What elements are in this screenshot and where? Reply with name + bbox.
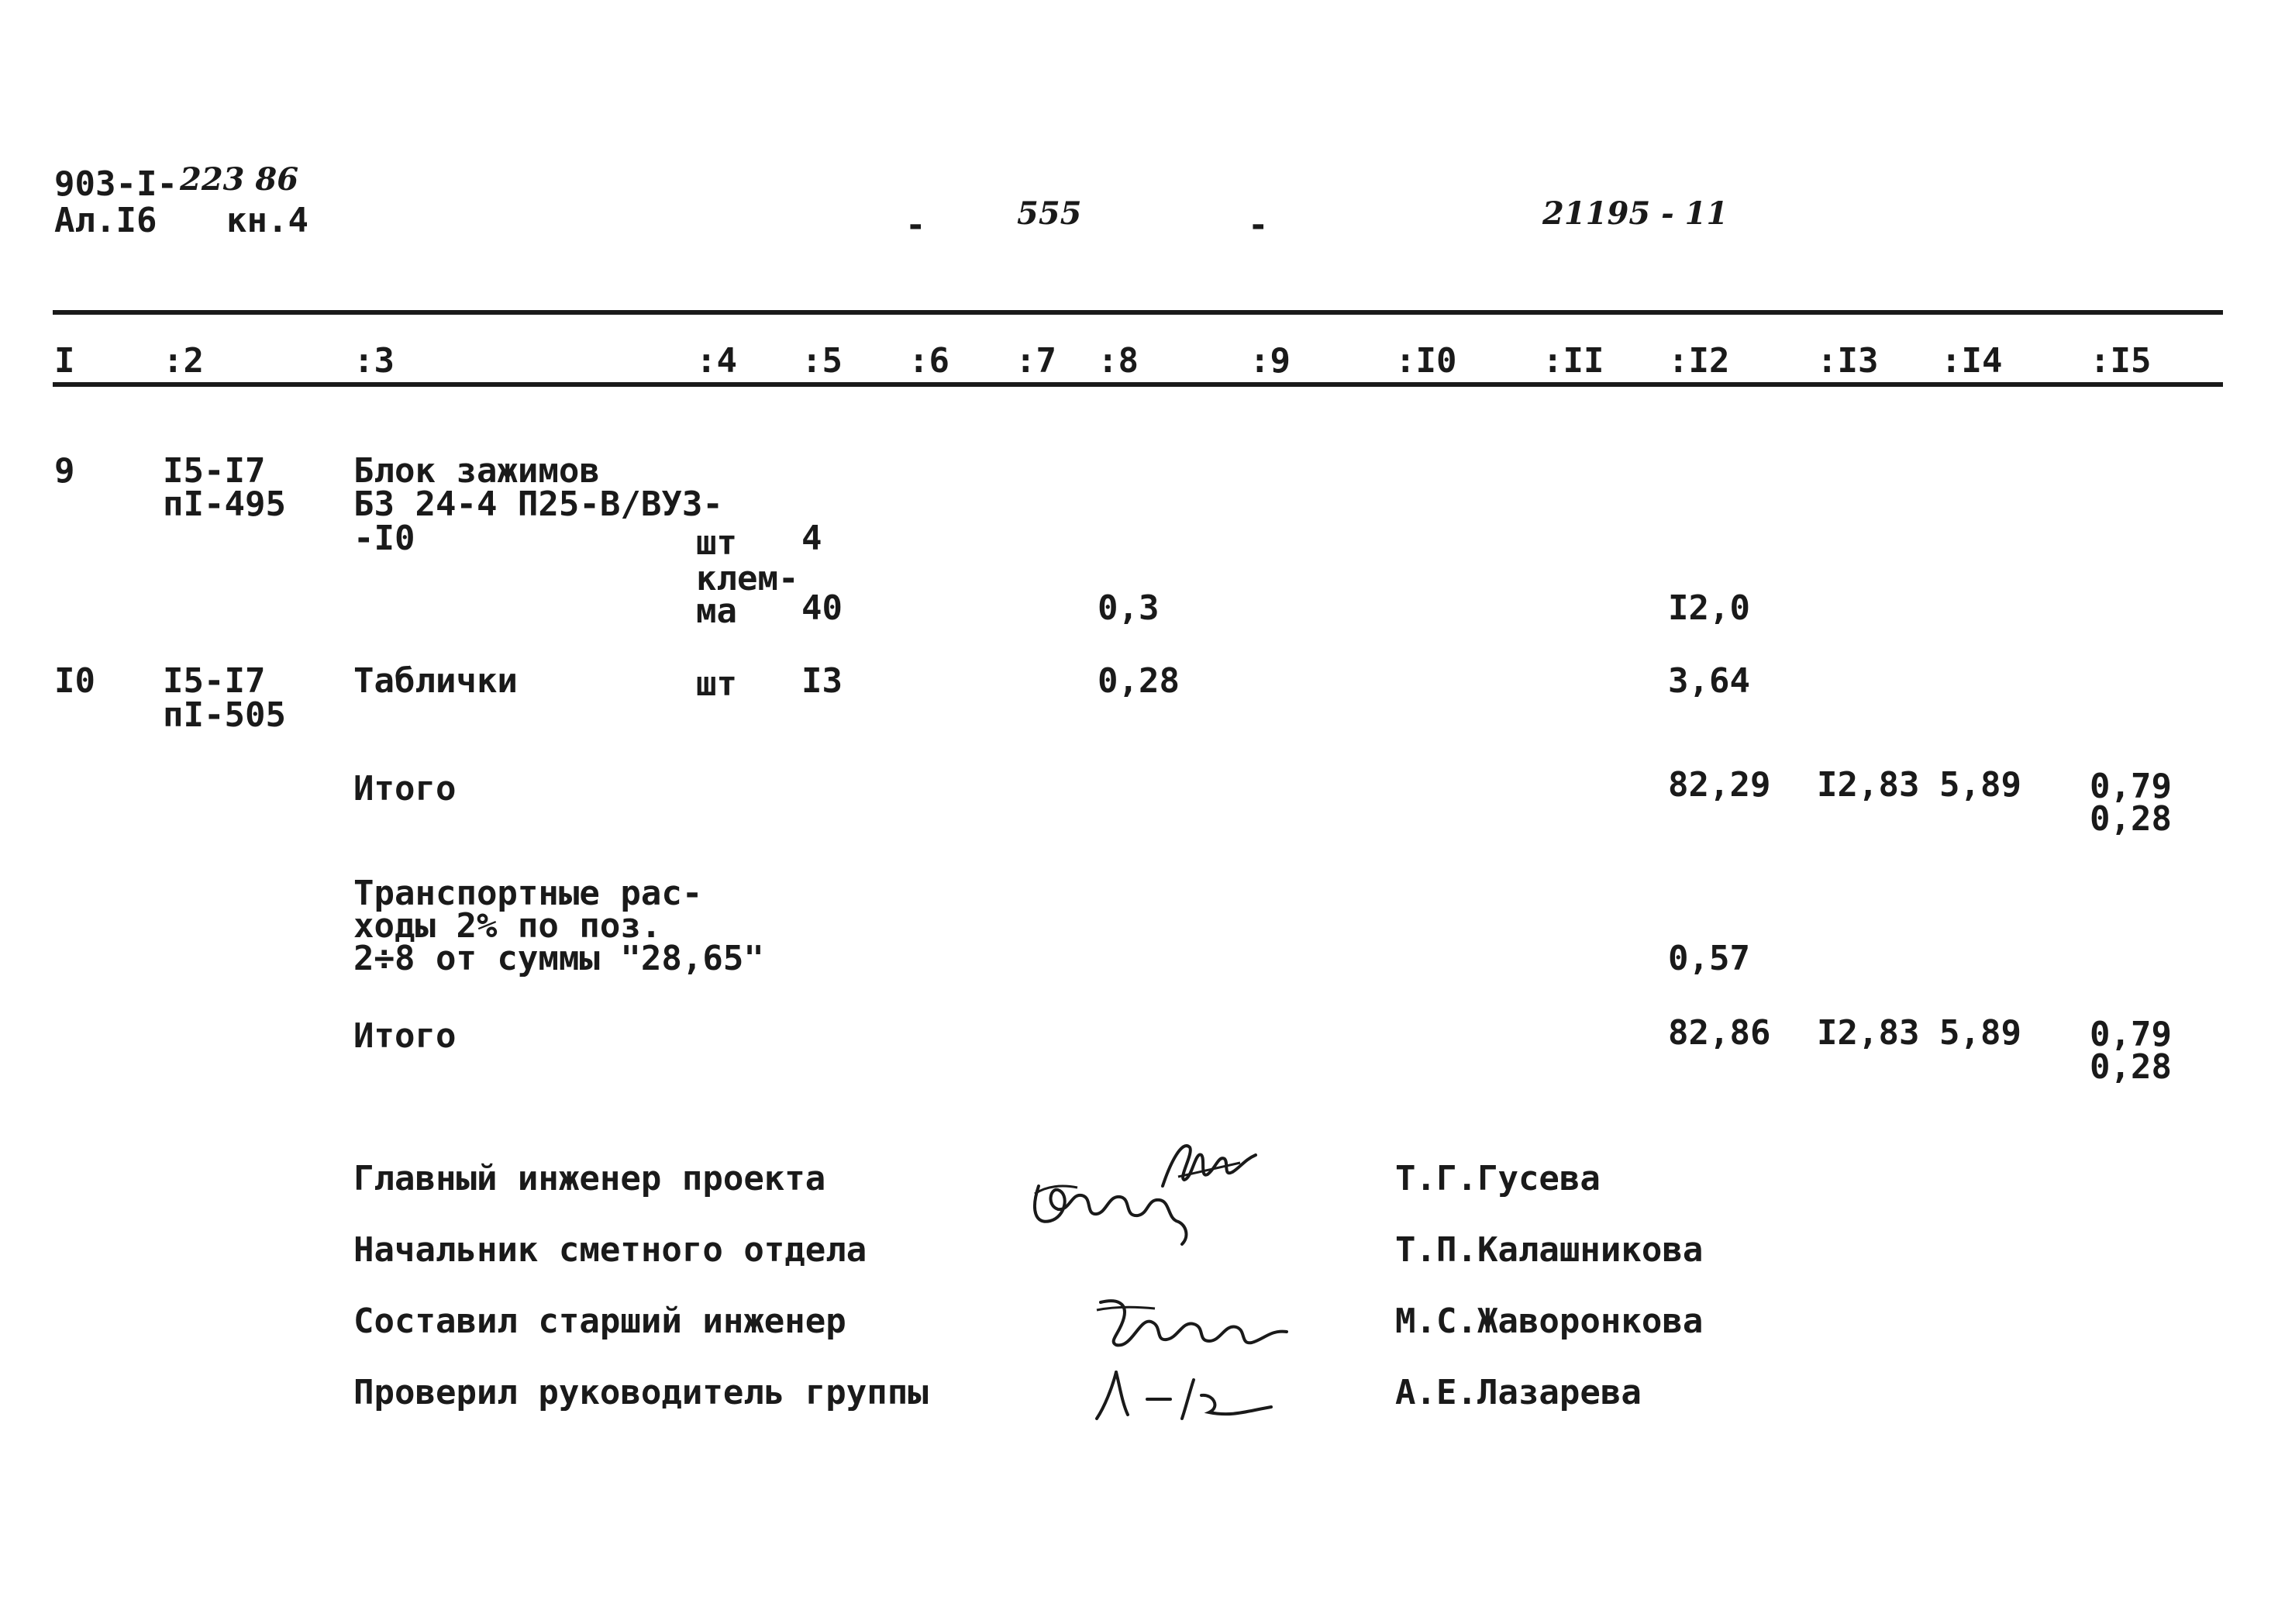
total-label: Итого (353, 1016, 457, 1056)
col-header-6: :6 (908, 341, 949, 381)
total-col15-line-1: 0,79 (2090, 767, 2172, 806)
col-header-3: :3 (353, 341, 395, 381)
total-col13: I2,83 (1817, 765, 1920, 805)
row-col12-value: I2,0 (1668, 588, 1750, 628)
row-number: 9 (54, 451, 75, 491)
doc-code-handwritten: 223 86 (180, 161, 299, 198)
row-unit-1: шт (696, 523, 737, 563)
col-header-9: :9 (1249, 341, 1291, 381)
transport-line-3: 2÷8 от суммы "28,65" (353, 939, 764, 978)
transport-line-1: Транспортные рас- (353, 874, 703, 913)
row-name: Таблички (353, 661, 518, 701)
row-name-line-2: БЗ 24-4 П25-В/ВУЗ- (353, 484, 723, 524)
signature-title: Начальник сметного отдела (353, 1230, 867, 1270)
signature-name: А.Е.Лазарева (1395, 1373, 1642, 1412)
col-header-8: :8 (1098, 341, 1139, 381)
col-header-10: :I0 (1395, 341, 1457, 381)
table-top-rule (53, 310, 2223, 315)
total-col14: 5,89 (1939, 1013, 2021, 1053)
row-number: I0 (54, 661, 95, 701)
row-unit-2-line-1: клем- (696, 559, 799, 598)
row-reference-line-1: I5-I7 (163, 451, 266, 491)
row-reference-line-2: пI-495 (163, 484, 286, 524)
row-quantity-1: 4 (801, 519, 822, 558)
handwritten-signature-2 (1023, 1163, 1225, 1248)
col-header-4: :4 (696, 341, 737, 381)
row-col12-value: 3,64 (1668, 661, 1750, 701)
col-header-13: :I3 (1817, 341, 1879, 381)
signature-title: Главный инженер проекта (353, 1159, 826, 1198)
sheet-number-handwritten: 555 (1017, 195, 1082, 232)
row-quantity-2: 40 (801, 588, 843, 628)
col-header-5: :5 (801, 341, 843, 381)
row-name-line-3: -I0 (353, 519, 415, 558)
col-header-14: :I4 (1941, 341, 2003, 381)
row-col8-value: 0,28 (1098, 661, 1180, 701)
col-header-7: :7 (1015, 341, 1056, 381)
signature-name: М.С.Жаворонкова (1395, 1302, 1704, 1341)
signature-name: Т.Г.Гусева (1395, 1159, 1601, 1198)
row-reference-line-1: I5-I7 (163, 661, 266, 701)
album-number: Ал.I6 (54, 201, 157, 240)
signature-title: Проверил руководитель группы (353, 1373, 929, 1412)
row-unit-2-line-2: ма (696, 591, 737, 631)
col-header-15: :I5 (2090, 341, 2152, 381)
row-reference-line-2: пI-505 (163, 695, 286, 735)
total-col12: 82,86 (1668, 1013, 1771, 1053)
transport-line-2: ходы 2% по поз. (353, 906, 662, 946)
order-number-handwritten: 21195 - 11 (1542, 195, 1728, 232)
total-col13: I2,83 (1817, 1013, 1920, 1053)
handwritten-signature-3 (1085, 1287, 1318, 1357)
total-label: Итого (353, 769, 457, 809)
row-name-line-1: Блок зажимов (353, 451, 600, 491)
handwritten-signature-4 (1085, 1364, 1287, 1426)
transport-col12: 0,57 (1668, 939, 1750, 978)
book-number: кн.4 (226, 201, 308, 240)
doc-code: 903-I- (54, 164, 177, 204)
col-header-11: :II (1542, 341, 1604, 381)
signature-name: Т.П.Калашникова (1395, 1230, 1704, 1270)
col-header-1: I (54, 341, 75, 381)
header-dash-1: - (905, 205, 926, 245)
col-header-12: :I2 (1668, 341, 1730, 381)
total-col12: 82,29 (1668, 765, 1771, 805)
table-header-rule (53, 382, 2223, 387)
total-col15-line-2: 0,28 (2090, 799, 2172, 839)
header-dash-2: - (1248, 205, 1269, 245)
row-col8-value: 0,3 (1098, 588, 1160, 628)
signature-title: Составил старший инженер (353, 1302, 846, 1341)
total-col15-line-1: 0,79 (2090, 1015, 2172, 1054)
total-col14: 5,89 (1939, 765, 2021, 805)
total-col15-line-2: 0,28 (2090, 1047, 2172, 1087)
row-quantity: I3 (801, 661, 843, 701)
row-unit: шт (696, 664, 737, 704)
col-header-2: :2 (163, 341, 204, 381)
